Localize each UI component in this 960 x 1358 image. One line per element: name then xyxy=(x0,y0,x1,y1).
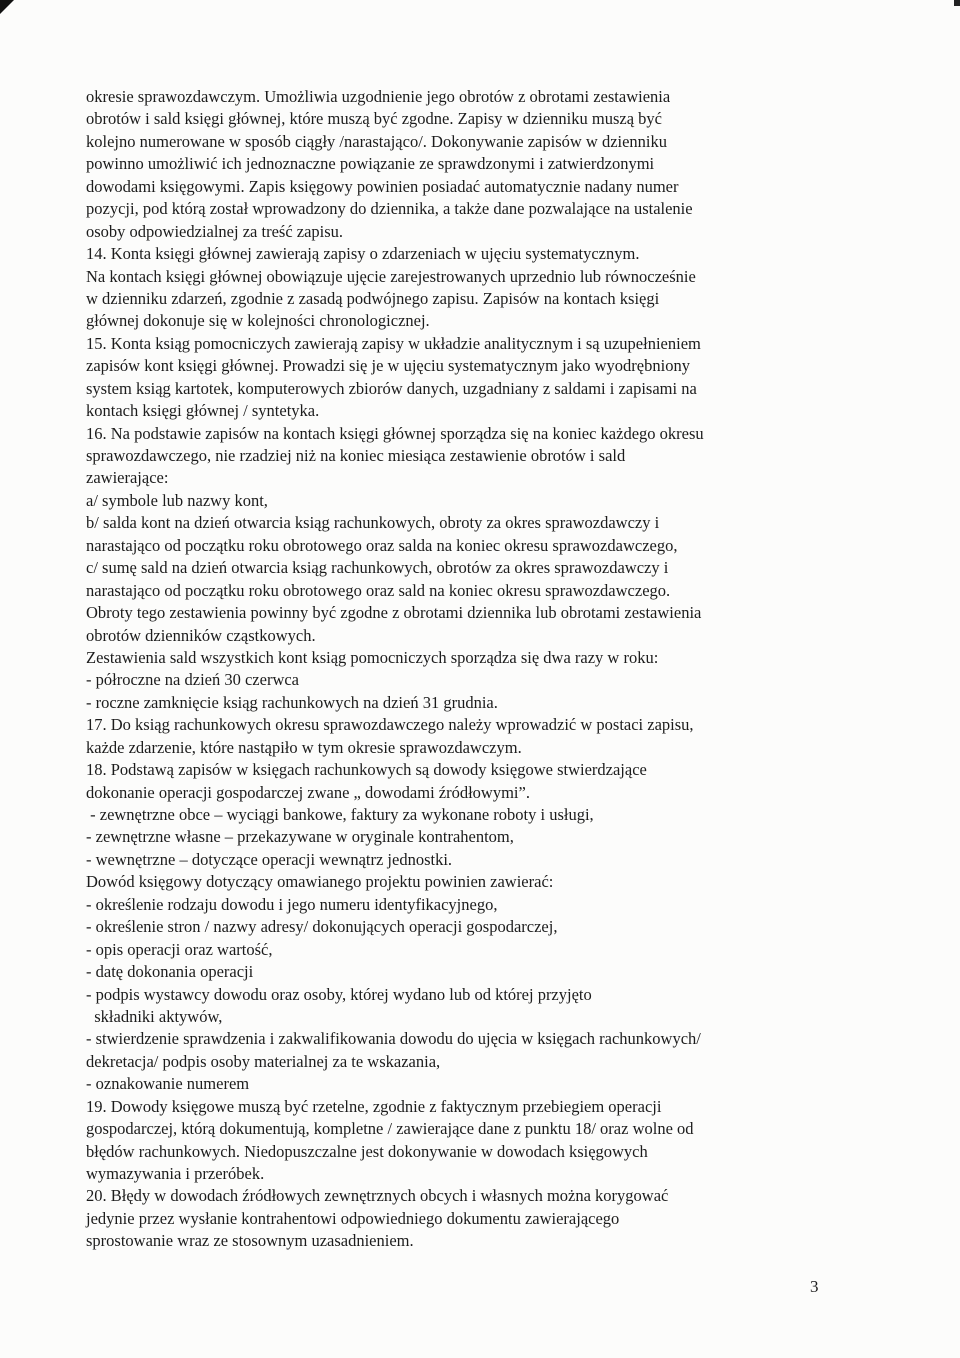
list-item: - roczne zamknięcie ksiąg rachunkowych na dzień 31 grudnia. xyxy=(86,692,498,712)
text-line: każde zdarzenie, które nastąpiło w tym okresie sprawozdawczym. xyxy=(86,737,522,757)
text-line: Dowód księgowy dotyczący omawianego projektu powinien zawierać: xyxy=(86,872,554,892)
section-19-heading: 19. Dowody księgowe muszą być rzetelne, zgodnie z faktycznym przebiegiem operacji xyxy=(86,1096,662,1116)
text-line: sprawozdawczego, nie rzadziej niż na koniec miesiąca zestawienie obrotów i sald xyxy=(86,446,626,465)
text-line: osoby odpowiedzialnej za treść zapisu. xyxy=(86,221,344,241)
list-item: - określenie rodzaju dowodu i jego numeru identyfikacyjnego, xyxy=(86,894,498,914)
list-item: c/ sumę sald na dzień otwarcia ksiąg rachunkowych, obrotów za okres sprawozdawczy i xyxy=(86,558,669,578)
text-line: narastająco od początku roku obrotowego oraz sald na koniec okresu sprawozdawczego. xyxy=(86,580,671,600)
text-line: Na kontach księgi głównej obowiązuje ujęcie zarejestrowanych uprzednio lub równocześnie xyxy=(86,266,696,286)
text-line: obrotów i sald księgi głównej, które muszą być zgodne. Zapisy w dzienniku muszą być xyxy=(86,109,662,129)
list-item: - opis operacji oraz wartość, xyxy=(86,939,273,959)
scan-corner-mark xyxy=(0,0,14,14)
text-line: gospodarczej, którą dokumentują, kompletne / zawierające dane z punktu 18/ oraz wolne od xyxy=(86,1119,694,1139)
section-20-heading: 20. Błędy w dowodach źródłowych zewnętrznych obcych i własnych można korygować xyxy=(86,1186,669,1206)
scan-edge-mark xyxy=(954,0,960,6)
text-line: narastająco od początku roku obrotowego oraz salda na koniec okresu sprawozdawczego, xyxy=(86,535,678,555)
list-item: - stwierdzenie sprawdzenia i zakwalifikowania dowodu do ujęcia w księgach rachunkowych/ xyxy=(86,1029,701,1049)
section-17-heading: 17. Do ksiąg rachunkowych okresu sprawozdawczego należy wprowadzić w postaci zapisu, xyxy=(86,715,694,735)
list-item: - półroczne na dzień 30 czerwca xyxy=(86,670,300,690)
text-line: system ksiąg kartotek, komputerowych zbiorów danych, uzgadniany z saldami i zapisami na xyxy=(86,378,697,398)
text-line: głównej dokonuje się w kolejności chronologicznej. xyxy=(86,311,430,331)
text-line: składniki aktywów, xyxy=(86,1006,223,1026)
document-body xyxy=(86,86,826,1253)
text-line: okresie sprawozdawczym. Umożliwia uzgodnienie jego obrotów z obrotami zestawienia xyxy=(86,87,671,106)
text-line: dokonanie operacji gospodarczej zwane „ dowodami źródłowymi”. xyxy=(86,782,530,802)
section-15-heading: 15. Konta ksiąg pomocniczych zawierają zapisy w układzie analitycznym i są uzupełnieniem xyxy=(86,333,701,353)
section-18-heading: 18. Podstawą zapisów w księgach rachunkowych są dowody księgowe stwierdzające xyxy=(86,760,647,780)
section-14-heading: 14. Konta księgi głównej zawierają zapisy o zdarzeniach w ujęciu systematycznym. xyxy=(86,244,640,264)
list-item: a/ symbole lub nazwy kont, xyxy=(86,490,268,510)
text-line: dekretacja/ podpis osoby materialnej za te wskazania, xyxy=(86,1051,441,1071)
list-item: - zewnętrzne obce – wyciągi bankowe, faktury za wykonane roboty i usługi, xyxy=(86,805,594,824)
list-item: - wewnętrzne – dotyczące operacji wewnątrz jednostki. xyxy=(86,849,453,869)
list-item: - zewnętrzne własne – przekazywane w oryginale kontrahentom, xyxy=(86,827,514,847)
section-16-heading: 16. Na podstawie zapisów na kontach księgi głównej sporządza się na koniec każdego okresu xyxy=(86,423,704,443)
list-item: - określenie stron / nazwy adresy/ dokonujących operacji gospodarczej, xyxy=(86,917,558,937)
list-item: b/ salda kont na dzień otwarcia ksiąg rachunkowych, obroty za okres sprawozdawczy i xyxy=(86,513,660,533)
text-line: Obroty tego zestawienia powinny być zgodne z obrotami dziennika lub obrotami zestawienia xyxy=(86,603,702,623)
list-item: - datę dokonania operacji xyxy=(86,962,254,982)
list-item: - podpis wystawcy dowodu oraz osoby, której wydano lub od której przyjęto xyxy=(86,984,592,1004)
text-line: błędów rachunkowych. Niedopuszczalne jest dokonywanie w dowodach księgowych xyxy=(86,1141,648,1161)
text-line: kolejno numerowane w sposób ciągły /narastająco/. Dokonywanie zapisów w dzienniku xyxy=(86,131,668,151)
text-line: obrotów dzienników cząstkowych. xyxy=(86,625,316,645)
text-line: wymazywania i przeróbek. xyxy=(86,1164,265,1183)
text-line: kontach księgi głównej / syntetyka. xyxy=(86,401,320,421)
text-line: pozycji, pod którą został wprowadzony do dziennika, a także dane pozwalające na ustalenie xyxy=(86,199,693,219)
text-line: Zestawienia sald wszystkich kont ksiąg pomocniczych sporządza się dwa razy w roku: xyxy=(86,647,659,667)
text-line: powinno umożliwić ich jednoznaczne powiązanie ze sprawdzonymi i zatwierdzonymi xyxy=(86,154,655,174)
text-line: zawierające: xyxy=(86,468,169,488)
text-line: zapisów kont księgi głównej. Prowadzi się je w ujęciu systematycznym jako wyodrębniony xyxy=(86,356,690,376)
text-line: sprostowanie wraz ze stosownym uzasadnieniem. xyxy=(86,1231,414,1251)
text-line: dowodami księgowymi. Zapis księgowy powinien posiadać automatycznie nadany numer xyxy=(86,176,679,196)
page-number: 3 xyxy=(810,1277,819,1296)
list-item: - oznakowanie numerem xyxy=(86,1074,250,1094)
text-line: jedynie przez wysłanie kontrahentowi odpowiedniego dokumentu zawierającego xyxy=(86,1208,620,1228)
text-line: w dzienniku zdarzeń, zgodnie z zasadą podwójnego zapisu. Zapisów na kontach księgi xyxy=(86,288,660,308)
